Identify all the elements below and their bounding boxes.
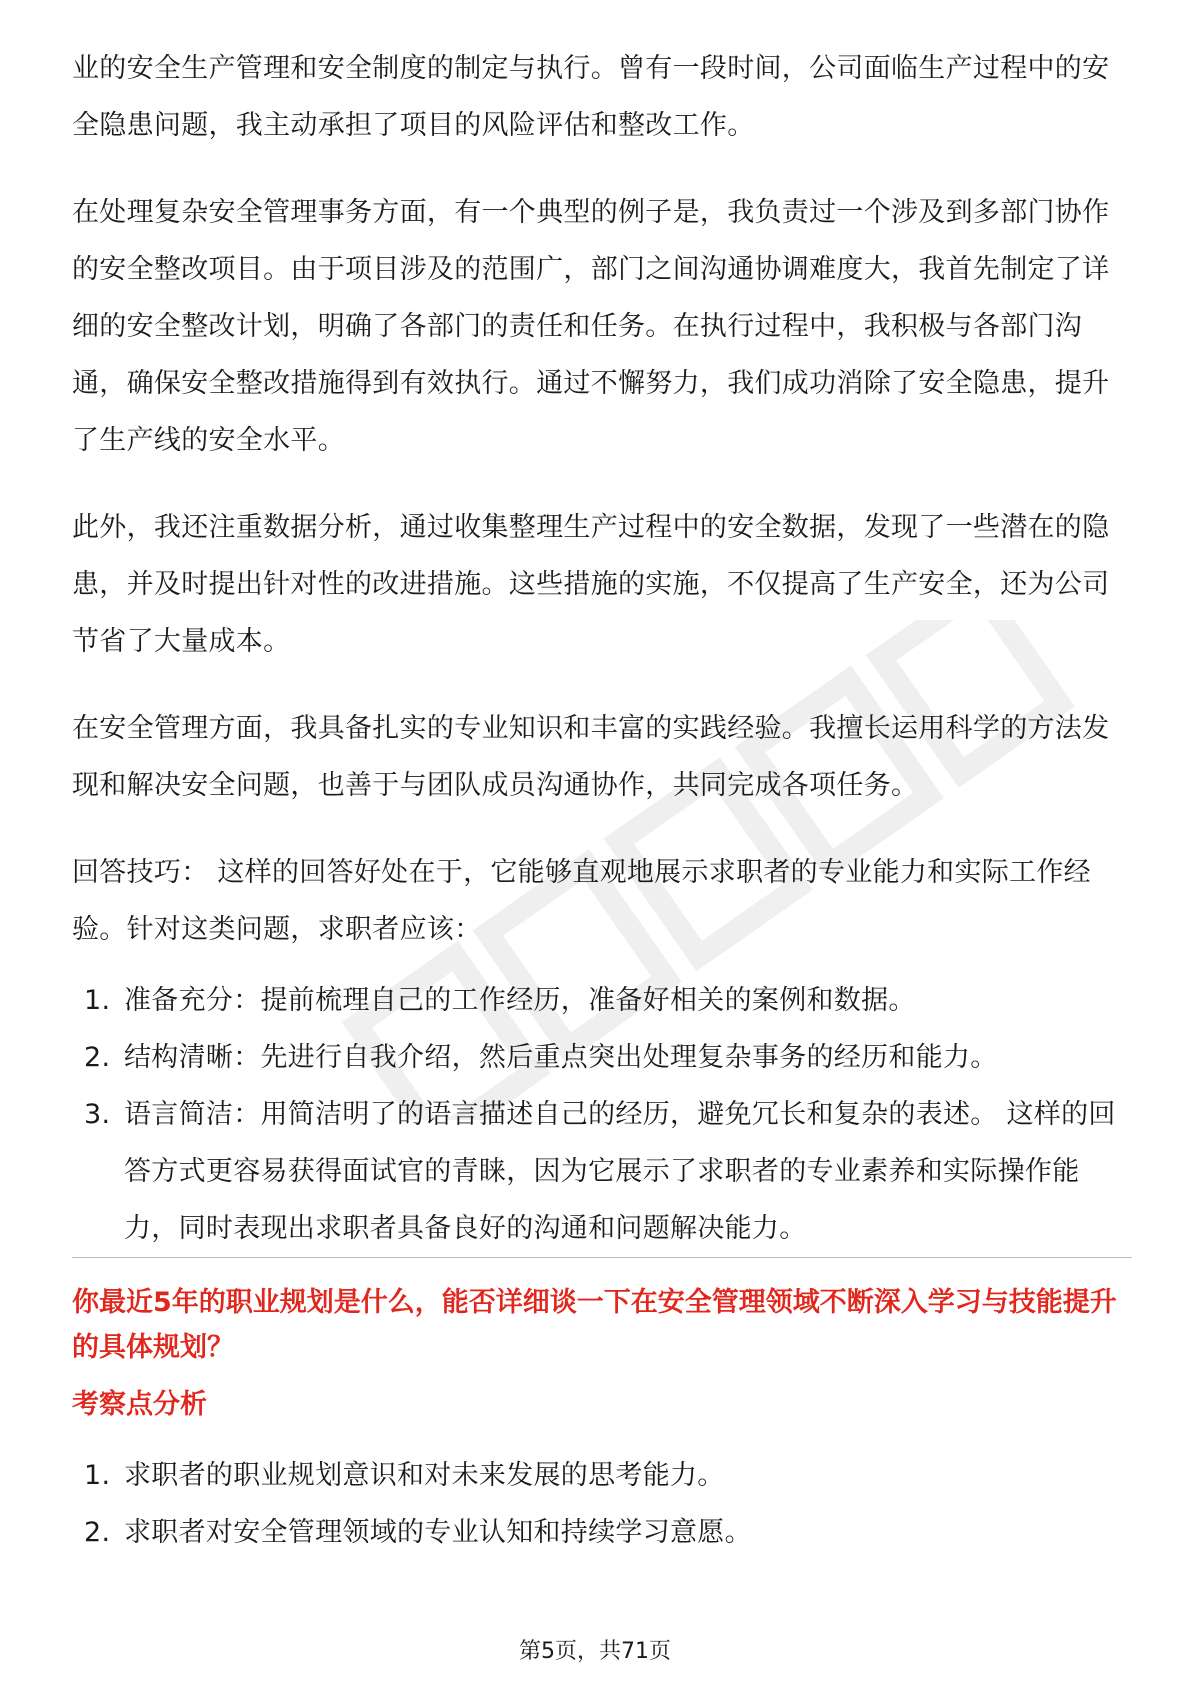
list-item [72,1504,1132,1561]
list-number: 3. [84,1099,111,1130]
list-item [72,1447,1132,1504]
analysis-list [72,1447,1132,1561]
analysis-title: 考察点分析 [72,1389,207,1420]
list-item-text: 求职者的职业规划意识和对未来发展的思考能力。 [124,1460,725,1491]
document-page [72,40,1132,1561]
list-item-text: 求职者对安全管理领域的专业认知和持续学习意愿。 [124,1517,752,1548]
question-heading: 你最近5年的职业规划是什么，能否详细谈一下在安全管理领域不断深入学习与技能提升的具体规划？ [72,1287,1117,1363]
paragraph-1: 业的安全生产管理和安全制度的制定与执行。曾有一段时间，公司面临生产过程中的安全隐患问题，我主动承担了项目的风险评估和整改工作。 [72,53,1110,141]
list-item-text: 准备充分：提前梳理自己的工作经历，准备好相关的案例和数据。 [124,985,916,1016]
list-item-text: 结构清晰：先进行自我介绍，然后重点突出处理复杂事务的经历和能力。 [124,1042,998,1073]
list-number: 1. [84,1460,111,1491]
tips-list [72,972,1132,1257]
paragraph-3: 此外，我还注重数据分析，通过收集整理生产过程中的安全数据，发现了一些潜在的隐患，并及时提出针对性的改进措施。这些措施的实施，不仅提高了生产安全，还为公司节省了大量成本。 [72,512,1110,657]
list-item [72,972,1132,1029]
list-item [72,1029,1132,1086]
list-number: 2. [84,1517,111,1548]
paragraph-2: 在处理复杂安全管理事务方面，有一个典型的例子是，我负责过一个涉及到多部门协作的安全整改项目。由于项目涉及的范围广，部门之间沟通协调难度大，我首先制定了详细的安全整改计划，明确了各部门的责任和任务。在执行过程中，我积极与各部门沟通，确保安全整改措施得到有效执行。通过不懈努力，我们成功消除了安全隐患，提升了生产线的安全水平。 [72,197,1110,456]
list-item-text: 语言简洁：用简洁明了的语言描述自己的经历，避免冗长和复杂的表述。 这样的回答方式更容易获得面试官的青睐，因为它展示了求职者的专业素养和实际操作能力，同时表现出求职者具备良好的沟通和问题解决能力。 [124,1099,1116,1244]
list-number: 1. [84,985,111,1016]
list-item [72,1086,1132,1257]
page-number-footer: 第5页，共71页 [519,1639,671,1664]
answer-tips-paragraph: 回答技巧： 这样的回答好处在于，它能够直观地展示求职者的专业能力和实际工作经验。针对这类问题，求职者应该： [72,857,1091,945]
list-number: 2. [84,1042,111,1073]
paragraph-4: 在安全管理方面，我具备扎实的专业知识和丰富的实践经验。我擅长运用科学的方法发现和解决安全问题，也善于与团队成员沟通协作，共同完成各项任务。 [72,713,1110,801]
section-divider [72,1257,1132,1258]
